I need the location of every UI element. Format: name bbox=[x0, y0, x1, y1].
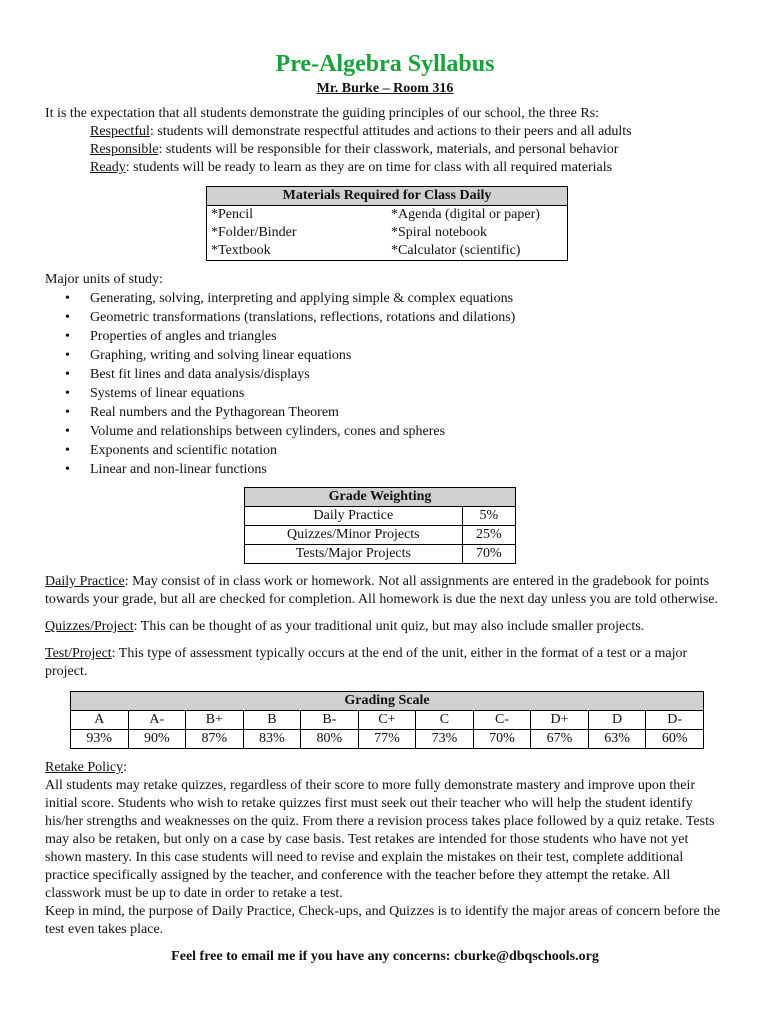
test-description bbox=[45, 645, 725, 681]
table-cell: *Calculator (scientific) bbox=[391, 243, 521, 258]
description-text: : This type of assessment typically occurs at the end of the unit, either in the format of a test or a major project. bbox=[45, 646, 688, 679]
table-row bbox=[245, 526, 516, 545]
bullet-icon: • bbox=[65, 386, 70, 401]
table-row bbox=[207, 206, 568, 225]
bullet-icon: • bbox=[65, 424, 70, 439]
quizzes-description bbox=[45, 618, 725, 636]
bullet-icon: • bbox=[65, 443, 70, 458]
bullet-icon: • bbox=[65, 291, 70, 306]
grade-percent: 90% bbox=[128, 730, 186, 749]
contact-footer: Feel free to email me if you have any concerns: cburke@dbqschools.org bbox=[171, 949, 599, 964]
table-cell: *Agenda (digital or paper) bbox=[391, 207, 540, 222]
grade-percent: 60% bbox=[646, 730, 704, 749]
rs-term: Ready bbox=[90, 160, 126, 175]
grade-weighting-title: Grade Weighting bbox=[245, 488, 516, 507]
rs-term: Respectful bbox=[90, 124, 150, 139]
bullet-icon: • bbox=[65, 348, 70, 363]
list-item-text: Generating, solving, interpreting and applying simple & complex equations bbox=[90, 291, 514, 306]
grade-percent: 63% bbox=[588, 730, 646, 749]
bullet-icon: • bbox=[65, 405, 70, 420]
bullet-icon: • bbox=[65, 329, 70, 344]
table-cell: *Pencil bbox=[211, 207, 253, 222]
table-cell: *Spiral notebook bbox=[391, 225, 488, 240]
retake-policy-note: Keep in mind, the purpose of Daily Practice, Check-ups, and Quizzes is to identify the major areas of concern before the test even takes place. bbox=[45, 904, 721, 937]
table-row bbox=[207, 242, 568, 261]
description-term: Quizzes/Project bbox=[45, 619, 134, 634]
list-item-text: Volume and relationships between cylinders, cones and spheres bbox=[90, 424, 446, 439]
rs-desc: : students will be responsible for their classwork, materials, and personal behavior bbox=[158, 142, 619, 157]
grade-letter: A- bbox=[128, 711, 186, 730]
table-cell: *Folder/Binder bbox=[211, 225, 297, 240]
grade-weighting-table bbox=[244, 487, 516, 564]
table-cell: Quizzes/Minor Projects bbox=[245, 526, 463, 545]
description-text: : This can be thought of as your traditional unit quiz, but may also include smaller projects. bbox=[133, 619, 645, 634]
table-row bbox=[245, 507, 516, 526]
table-cell: *Textbook bbox=[211, 243, 271, 258]
list-item bbox=[65, 346, 725, 365]
list-item-text: Systems of linear equations bbox=[90, 386, 245, 401]
rs-desc: : students will be ready to learn as they are on time for class with all required materials bbox=[125, 160, 613, 175]
page-title: Pre-Algebra Syllabus bbox=[275, 51, 495, 77]
description-term: Daily Practice bbox=[45, 574, 125, 589]
list-item-text: Exponents and scientific notation bbox=[90, 443, 278, 458]
rs-desc: : students will demonstrate respectful attitudes and actions to their peers and all adults bbox=[149, 124, 632, 139]
teacher-room: Mr. Burke – Room 316 bbox=[316, 81, 454, 96]
grade-letter: C bbox=[416, 711, 474, 730]
bullet-icon: • bbox=[65, 462, 70, 477]
list-item-text: Best fit lines and data analysis/displays bbox=[90, 367, 310, 382]
rs-ready bbox=[90, 159, 725, 177]
grade-letter: C- bbox=[473, 711, 531, 730]
bullet-icon: • bbox=[65, 367, 70, 382]
list-item bbox=[65, 289, 725, 308]
daily-practice-description bbox=[45, 573, 725, 609]
retake-policy-heading bbox=[45, 759, 725, 777]
retake-policy-colon: : bbox=[123, 760, 128, 775]
list-item bbox=[65, 403, 725, 422]
grade-letter: A bbox=[71, 711, 129, 730]
retake-policy-term: Retake Policy bbox=[45, 760, 124, 775]
list-item bbox=[65, 422, 725, 441]
table-row bbox=[245, 545, 516, 564]
list-item bbox=[65, 327, 725, 346]
grading-scale-title: Grading Scale bbox=[71, 692, 704, 711]
rs-term: Responsible bbox=[90, 142, 159, 157]
table-cell: Tests/Major Projects bbox=[245, 545, 463, 564]
list-item bbox=[65, 384, 725, 403]
grade-percent: 77% bbox=[358, 730, 416, 749]
rs-responsible bbox=[90, 141, 725, 159]
list-item bbox=[65, 365, 725, 384]
list-item bbox=[65, 460, 725, 479]
grade-percent-row bbox=[71, 730, 704, 749]
grade-letter: B+ bbox=[186, 711, 244, 730]
description-term: Test/Project bbox=[45, 646, 112, 661]
grade-percent: 83% bbox=[243, 730, 301, 749]
retake-policy-body: All students may retake quizzes, regardless of their score to more fully demonstrate mastery and improve upon their initial score. Students who wish to retake quizzes first must seek out their teacher who will help the student identify his/her strengths and weaknesses on the quiz. From there a revision process takes place followed by a quiz retake. Tests may also be retaken, but only on a case by case basis. Test retakes are intended for those students who have not yet shown mastery. In this case students will need to revise and explain the mistakes on their test, complete additional practice specifically assigned by the teacher, and conference with the teacher before they attempt the retake. All classwork must be up to date in order to retake a test. bbox=[45, 778, 715, 901]
table-row bbox=[207, 224, 568, 242]
grade-letter: B bbox=[243, 711, 301, 730]
rs-respectful bbox=[90, 123, 725, 141]
list-item-text: Linear and non-linear functions bbox=[90, 462, 267, 477]
list-item-text: Graphing, writing and solving linear equations bbox=[90, 348, 352, 363]
grade-percent: 93% bbox=[71, 730, 129, 749]
grade-percent: 87% bbox=[186, 730, 244, 749]
units-heading: Major units of study: bbox=[45, 272, 163, 287]
bullet-icon: • bbox=[65, 310, 70, 325]
grade-percent: 73% bbox=[416, 730, 474, 749]
units-list bbox=[45, 289, 725, 479]
grade-letter: D+ bbox=[531, 711, 589, 730]
syllabus-page bbox=[45, 0, 725, 966]
table-cell: 5% bbox=[462, 507, 515, 526]
list-item bbox=[65, 308, 725, 327]
grade-letter: B- bbox=[301, 711, 359, 730]
list-item-text: Geometric transformations (translations, reflections, rotations and dilations) bbox=[90, 310, 516, 325]
grading-scale-table bbox=[70, 691, 704, 749]
grade-percent: 80% bbox=[301, 730, 359, 749]
intro-text: It is the expectation that all students demonstrate the guiding principles of our school, the three Rs: bbox=[45, 106, 600, 121]
materials-table-title: Materials Required for Class Daily bbox=[207, 187, 568, 206]
description-text: : May consist of in class work or homework. Not all assignments are entered in the gradebook for points towards your grade, but all are checked for completion. All homework is due the next day unless you are told otherwise. bbox=[45, 574, 718, 607]
grade-letter: D bbox=[588, 711, 646, 730]
grade-percent: 67% bbox=[531, 730, 589, 749]
grade-percent: 70% bbox=[473, 730, 531, 749]
table-cell: 70% bbox=[462, 545, 515, 564]
grade-letter-row bbox=[71, 711, 704, 730]
table-cell: 25% bbox=[462, 526, 515, 545]
materials-table bbox=[206, 186, 568, 261]
grade-letter: D- bbox=[646, 711, 704, 730]
table-cell: Daily Practice bbox=[245, 507, 463, 526]
list-item-text: Real numbers and the Pythagorean Theorem bbox=[90, 405, 339, 420]
list-item-text: Properties of angles and triangles bbox=[90, 329, 277, 344]
grade-letter: C+ bbox=[358, 711, 416, 730]
list-item bbox=[65, 441, 725, 460]
